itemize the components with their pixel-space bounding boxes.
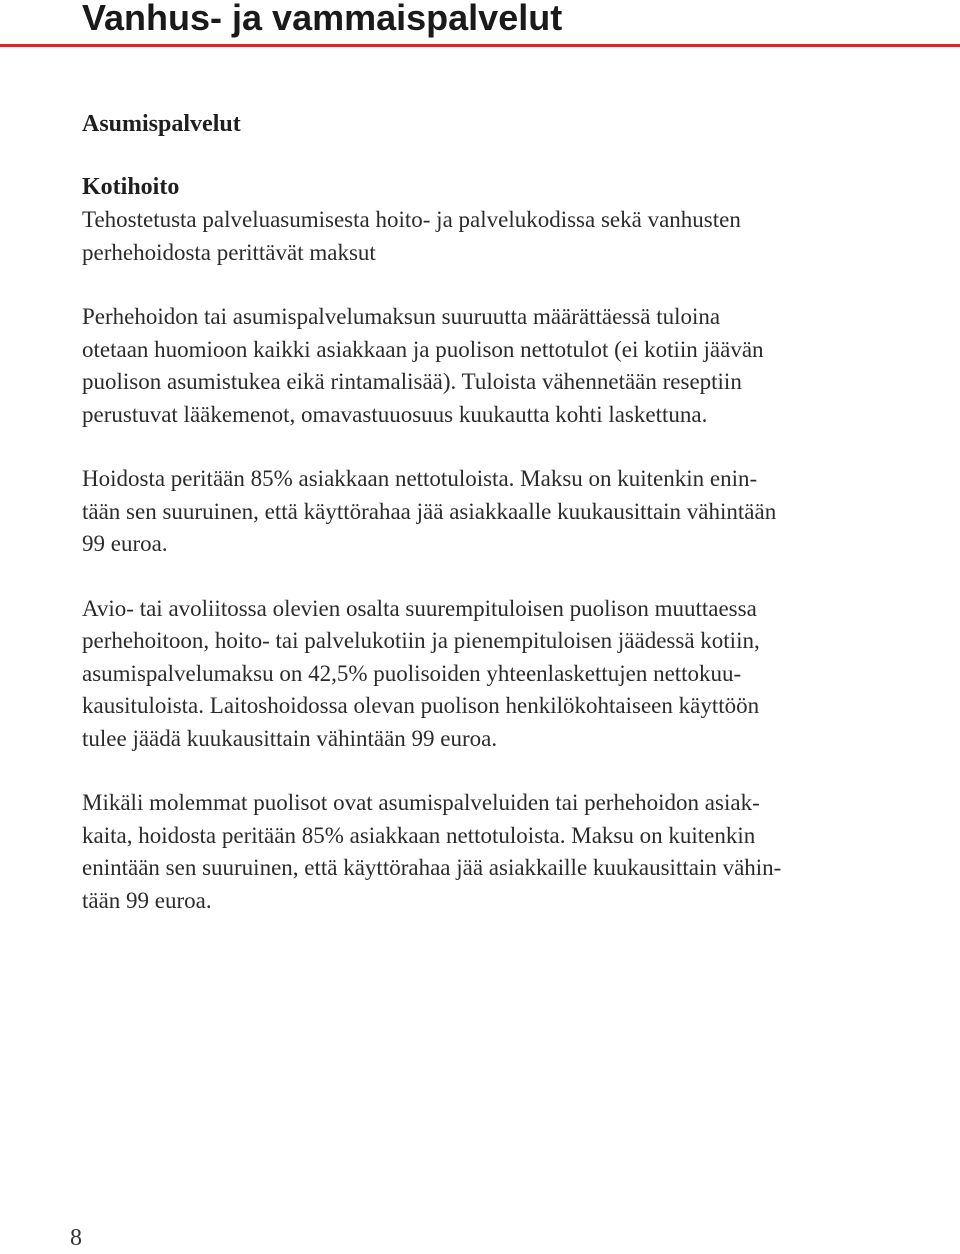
document-body: [82, 108, 882, 917]
subsection-subtitle: Tehostetusta palveluasumisesta hoito- ja palvelukodissa sekä vanhusten perhehoidosta perittävät maksut: [82, 207, 741, 265]
page-header: [0, 0, 960, 48]
paragraph-income-calculation: Perhehoidon tai asumispalvelumaksun suuruutta määrättäessä tuloina otetaan huomioon kaikki asiakkaan ja puolison nettotulot (ei kotiin jäävän puolison asumistukea eikä rintamalisää). Tuloista vähennetään reseptiin perustuvat lääkemenot, omavastuuosuus kuukautta kohti laskettuna.: [82, 304, 764, 427]
header-rule: [0, 44, 960, 47]
subsection-heading: Kotihoito: [82, 174, 180, 200]
section-heading: Asumispalvelut: [82, 111, 241, 137]
page-title: Vanhus- ja vammaispalvelut: [82, 0, 563, 38]
page-number: 8: [70, 1225, 82, 1251]
paragraph-both-spouses: Mikäli molemmat puolisot ovat asumispalveluiden tai perhehoidon asiak- kaita, hoidosta peritään 85% asiakkaan nettotuloista. Maksu on kuitenkin enintään sen suuruinen, että käyttörahaa jää asiakkaille kuukausittain vähin- tään 99 euroa.: [82, 790, 782, 913]
paragraph-fee-percentage: Hoidosta peritään 85% asiakkaan nettotuloista. Maksu on kuitenkin enin- tään sen suuruinen, että käyttörahaa jää asiakkaalle kuukausittain vähintään 99 euroa.: [82, 466, 777, 556]
paragraph-spouse-rule: Avio- tai avoliitossa olevien osalta suurempituloisen puolison muuttaessa perhehoitoon, hoito- tai palvelukotiin ja pienempituloisen jäädessä kotiin, asumispalvelumaksu on 42,5% puolisoiden yhteenlaskettujen nettokuu- kausituloista. Laitoshoidossa olevan puolison henkilökohtaiseen käyttöön tulee jäädä kuukausittain vähintään 99 euroa.: [82, 595, 760, 751]
